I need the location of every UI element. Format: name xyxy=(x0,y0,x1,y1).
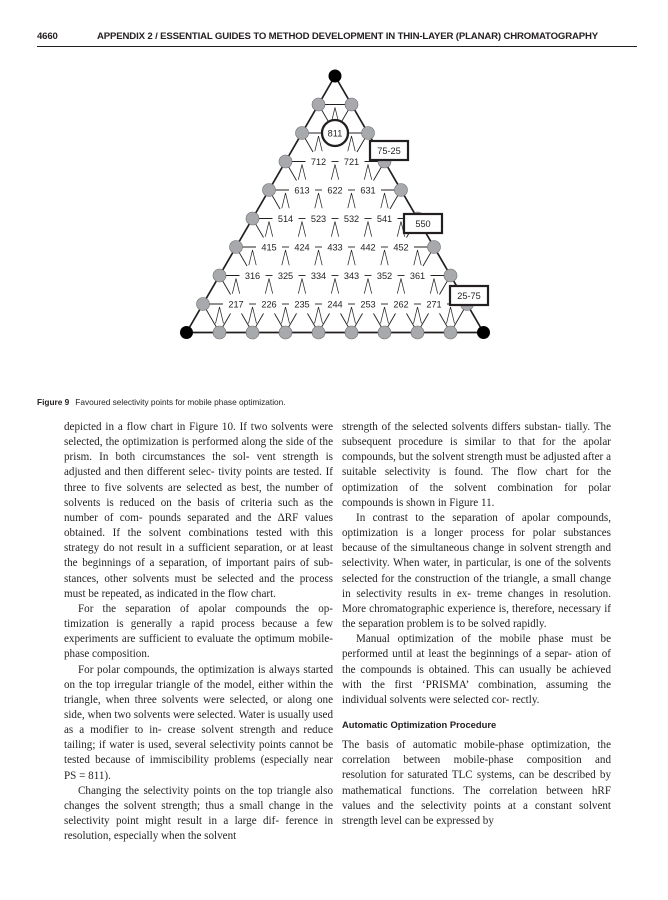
selectivity-point-label: 424 xyxy=(294,242,310,253)
grid-line xyxy=(315,307,319,324)
grid-node xyxy=(444,326,457,339)
grid-line xyxy=(381,193,385,210)
grid-line xyxy=(298,279,302,296)
grid-line xyxy=(269,279,273,296)
grid-line xyxy=(315,193,319,210)
grid-line xyxy=(368,165,372,182)
figure-caption-text: Favoured selectivity points for mobile phase optimization. xyxy=(75,397,286,407)
grid-node xyxy=(312,98,325,111)
selectivity-point-label: 217 xyxy=(228,299,244,310)
boxed-label: 75-25 xyxy=(377,146,401,157)
running-title: APPENDIX 2 / ESSENTIAL GUIDES TO METHOD DEVELOPMENT IN THIN-LAYER (PLANAR) CHROMATOGRAPHY xyxy=(97,31,599,42)
grid-line xyxy=(335,222,339,239)
selectivity-point-label: 433 xyxy=(327,242,343,253)
grid-line xyxy=(232,279,236,296)
selectivity-point-label: 361 xyxy=(409,270,426,281)
grid-line xyxy=(397,222,401,239)
grid-line xyxy=(298,165,302,182)
grid-line xyxy=(418,250,422,267)
grid-line xyxy=(187,76,336,333)
paragraph: Manual optimization of the mobile phase must be performed until at least the beginnings of a separ- ation of the compounds is obtained. This can usually be achieved with the first ‘PRISMA’ combination, assuming the individual solvents were selected cor- rectly. xyxy=(342,633,611,706)
grid-line xyxy=(385,250,389,267)
selectivity-point-label: 452 xyxy=(393,242,409,253)
selectivity-point-label: 343 xyxy=(343,270,360,281)
selectivity-point-label: 811 xyxy=(327,128,343,139)
grid-line xyxy=(315,136,319,153)
grid-line xyxy=(265,279,269,296)
grid-line xyxy=(397,279,401,296)
selectivity-triangle-diagram xyxy=(170,64,500,388)
selectivity-point-label: 631 xyxy=(360,185,376,196)
selectivity-point-label: 244 xyxy=(327,299,343,310)
grid-node xyxy=(345,326,358,339)
grid-line xyxy=(414,307,418,324)
grid-line xyxy=(286,193,290,210)
grid-line xyxy=(348,250,352,267)
paragraph: Changing the selectivity points on the top triangle also changes the solvent strength; thus a small change in the selectivity point might result in a large dif- ference in resolution, especially when the solvent xyxy=(64,784,333,843)
grid-line xyxy=(451,307,455,324)
grid-line xyxy=(364,165,368,182)
grid-line xyxy=(385,307,389,324)
selectivity-point-label: 523 xyxy=(310,213,327,224)
grid-line xyxy=(381,250,385,267)
figure-label: Figure 9 xyxy=(37,397,70,407)
selectivity-point-label: 442 xyxy=(360,242,376,253)
grid-node xyxy=(362,127,375,140)
grid-line xyxy=(253,307,257,324)
paragraph: strength of the selected solvents differs substan- tially. The subsequent procedure is similar to that for the apolar compounds, but the solvent strength must be adjusted after a suitable selectivity is found. The flow chart for the optimization of the solvent combination for polar compounds is shown in Figure 11. xyxy=(342,421,611,509)
grid-line xyxy=(364,279,368,296)
grid-node xyxy=(230,241,243,254)
grid-line xyxy=(269,222,273,239)
grid-line xyxy=(286,250,290,267)
paragraph: depicted in a flow chart in Figure 10. If two solvents were selected, the optimization is performed along the side of the prism. In both circumstances the sol- vent strength is adjusted and then different selec- tivity points are tested. If three to five solvents are selected as best, the number of solvents is reduced on the basis of criteria such as the number of com- pounds separated and the ΔRF values obtained. If the solvent combinations tested with this strategy do not result in a sufficient separation, or at least the beginnings of a separation, of important pairs of sub- stances, other solvents must be selected and the process must be repeated, as indicated in the flow chart. xyxy=(64,421,333,600)
grid-line xyxy=(418,307,422,324)
selectivity-point-label: 622 xyxy=(327,185,343,196)
grid-line xyxy=(447,307,451,324)
grid-line xyxy=(331,165,335,182)
selectivity-point-label: 226 xyxy=(261,299,277,310)
grid-line xyxy=(249,307,253,324)
grid-line xyxy=(430,279,434,296)
grid-node xyxy=(411,326,424,339)
grid-line xyxy=(236,279,240,296)
grid-line xyxy=(335,165,339,182)
header-rule xyxy=(37,46,637,47)
grid-node xyxy=(213,326,226,339)
paragraph: In contrast to the separation of apolar compounds, optimization is a longer process for polar substances because of the simultaneous change in solvent strength and selectivity. When water, in particular, is one of the solvents selected for the construction of the triangle, a small change in selectivity results in ex- treme changes in resolution. More chromatographic experience is, therefore, necessary if the separation problem is to be solved rapidly. xyxy=(342,511,611,631)
grid-line xyxy=(331,222,335,239)
grid-node xyxy=(345,98,358,111)
grid-node xyxy=(279,155,292,168)
grid-node xyxy=(197,298,210,311)
selectivity-point-label: 541 xyxy=(376,213,393,224)
grid-line xyxy=(414,250,418,267)
selectivity-point-label: 415 xyxy=(261,242,277,253)
selectivity-point-label: 334 xyxy=(310,270,327,281)
paragraph: For the separation of apolar compounds the op- timization is generally a rapid process because a few experiments are sufficient to evaluate the optimum mobile-phase composition. xyxy=(64,602,333,661)
grid-line xyxy=(315,250,319,267)
grid-line xyxy=(348,307,352,324)
grid-line xyxy=(368,222,372,239)
section-heading: Automatic Optimization Procedure xyxy=(342,718,497,730)
grid-line xyxy=(216,307,220,324)
grid-line xyxy=(319,307,323,324)
apex-node xyxy=(477,326,490,339)
apex-node xyxy=(329,70,342,83)
selectivity-point-label: 325 xyxy=(277,270,294,281)
grid-line xyxy=(302,222,306,239)
grid-line xyxy=(319,136,323,153)
grid-line xyxy=(352,250,356,267)
figure-caption xyxy=(37,397,637,407)
grid-node xyxy=(378,326,391,339)
grid-line xyxy=(348,136,352,153)
grid-node xyxy=(428,241,441,254)
selectivity-point-label: 262 xyxy=(393,299,409,310)
selectivity-point-label: 532 xyxy=(343,213,360,224)
selectivity-point-label: 514 xyxy=(277,213,294,224)
grid-line xyxy=(364,222,368,239)
grid-node xyxy=(395,184,408,197)
grid-node xyxy=(279,326,292,339)
grid-line xyxy=(401,279,405,296)
grid-line xyxy=(352,136,356,153)
grid-line xyxy=(302,279,306,296)
grid-line xyxy=(249,250,253,267)
grid-line xyxy=(434,279,438,296)
grid-line xyxy=(302,165,306,182)
grid-line xyxy=(348,193,352,210)
grid-line xyxy=(331,279,335,296)
apex-node xyxy=(180,326,193,339)
grid-line xyxy=(220,307,224,324)
right-column xyxy=(342,420,611,829)
grid-node xyxy=(246,212,259,225)
grid-node xyxy=(263,184,276,197)
grid-line xyxy=(253,250,257,267)
grid-line xyxy=(265,222,269,239)
grid-line xyxy=(381,307,385,324)
grid-node xyxy=(246,326,259,339)
running-head xyxy=(37,31,637,45)
selectivity-point-label: 613 xyxy=(294,185,310,196)
grid-line xyxy=(286,307,290,324)
selectivity-point-label: 316 xyxy=(244,270,261,281)
grid-line xyxy=(282,307,286,324)
grid-line xyxy=(282,250,286,267)
grid-line xyxy=(282,193,286,210)
grid-node xyxy=(312,326,325,339)
selectivity-point-label: 712 xyxy=(310,156,327,167)
grid-line xyxy=(368,279,372,296)
boxed-label: 25-75 xyxy=(457,291,481,302)
grid-node xyxy=(296,127,309,140)
selectivity-point-label: 271 xyxy=(426,299,442,310)
grid-line xyxy=(298,222,302,239)
grid-line xyxy=(352,193,356,210)
page-number: 4660 xyxy=(37,31,58,42)
figure-9 xyxy=(170,64,500,388)
left-column xyxy=(64,420,333,844)
grid-line xyxy=(319,250,323,267)
paragraph: The basis of automatic mobile-phase optimization, the correlation between mobile-phase composition and resolution for saturated TLC systems, can be described by mathematical functions. The correlation between hRF values and the selectivity points at a constant solvent strength level can be expressed by xyxy=(342,739,611,827)
paragraph: For polar compounds, the optimization is always started on the top irregular triangle of the model, either within the triangle, when three solvents were selected, or along one side, when two solvents were selected. Water is usually used as a modifier to in- crease solvent strength and reduce tailing; if water is used, several selectivity points cannot be tested because of immiscibility problems (especially near PS = 811). xyxy=(64,663,333,782)
grid-line xyxy=(319,193,323,210)
boxed-label: 550 xyxy=(415,219,431,230)
selectivity-point-label: 352 xyxy=(376,270,393,281)
selectivity-point-label: 253 xyxy=(360,299,376,310)
grid-line xyxy=(335,279,339,296)
grid-node xyxy=(213,269,226,282)
grid-line xyxy=(385,193,389,210)
selectivity-point-label: 235 xyxy=(294,299,310,310)
grid-node xyxy=(444,269,457,282)
selectivity-point-label: 721 xyxy=(343,156,360,167)
grid-line xyxy=(352,307,356,324)
